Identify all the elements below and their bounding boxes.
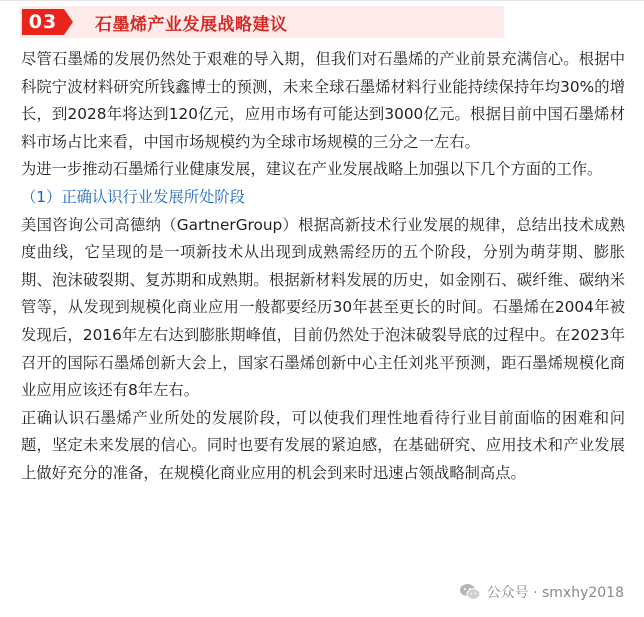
subheading-1: （1）正确认识行业发展所处阶段 [21, 187, 245, 206]
wechat-icon [459, 583, 481, 601]
paragraph-stage: 正确认识石墨烯产业所处的发展阶段，可以使我们理性地看待行业目前面临的困难和问题，坚定未来发展的信心。同时也要有发展的紧迫感，在基础研究、应用技术和产业发展上做好充分的准备，在规模化商业应用的机会到来时迅速占领战略制高点。 [21, 408, 625, 482]
top-border [0, 0, 644, 1]
article-body [21, 46, 625, 488]
paragraph-intro: 尽管石墨烯的发展仍然处于艰难的导入期，但我们对石墨烯的产业前景充满信心。根据中科院宁波材料研究所钱鑫博士的预测，未来全球石墨烯材料行业能持续保持年均30%的增长，到2028年将达到120亿元，应用市场有可能达到3000亿元。根据目前中国石墨烯材料市场占比来看，中国市场规模约为全球市场规模的三分之一左右。 [21, 50, 625, 151]
watermark [455, 580, 624, 604]
paragraph-gartner: 美国咨询公司高德纳（GartnerGroup）根据高新技术行业发展的规律，总结出技术成熟度曲线，它呈现的是一项新技术从出现到成熟需经历的五个阶段，分别为萌芽期、膨胀期、泡沫破裂期、复苏期和成熟期。根据新材料发展的历史，如金刚石、碳纤维、碳纳米管等，从发现到规模化商业应用一般都要经历30年甚至更长的时间。石墨烯在2004年被发现后，2016年左右达到膨胀期峰值，目前仍然处于泡沫破裂导底的过程中。在2023年召开的国际石墨烯创新大会上，国家石墨烯创新中心主任刘兆平预测，距石墨烯规模化商业应用应该还有8年左右。 [21, 215, 625, 400]
watermark-text: 公众号 · smxhy2018 [486, 585, 624, 601]
section-header [20, 6, 504, 38]
badge-arrow [64, 9, 73, 35]
section-title: 石墨烯产业发展战略建议 [95, 14, 288, 35]
paragraph-suggestion: 为进一步推动石墨烯行业健康发展，建议在产业发展战略上加强以下几个方面的工作。 [21, 160, 603, 179]
section-number-badge: 03 [22, 9, 64, 35]
